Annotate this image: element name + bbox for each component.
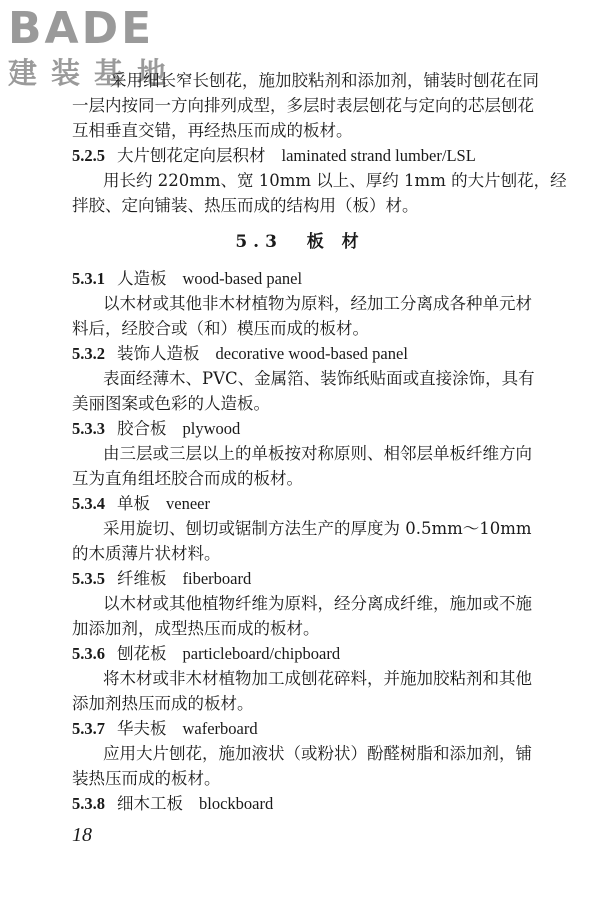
entry-term: 人造板 xyxy=(117,269,167,288)
page-number: 18 xyxy=(72,824,92,846)
entry-number: 5.3.3 xyxy=(72,419,105,438)
entry-heading-5-3-6 xyxy=(72,643,340,665)
entry-desc-line: 用长约 220mm、宽 10mm 以上、厚约 1mm 的大片刨花，经 xyxy=(103,171,567,190)
entry-heading-5-2-5 xyxy=(72,145,476,167)
entry-number: 5.3.2 xyxy=(72,344,105,363)
watermark-brand: BADE xyxy=(8,3,155,54)
entry-english: laminated strand lumber/LSL xyxy=(281,146,476,165)
entry-desc-line: 互为直角组坯胶合而成的板材。 xyxy=(72,469,303,488)
entry-desc-line: 拌胶、定向铺装、热压而成的结构用（板）材。 xyxy=(72,196,419,215)
paragraph-line: 互相垂直交错，再经热压而成的板材。 xyxy=(72,121,353,140)
entry-heading-5-3-8 xyxy=(72,793,273,815)
entry-term: 纤维板 xyxy=(117,569,167,588)
entry-desc-line: 由三层或三层以上的单板按对称原则、相邻层单板纤维方向 xyxy=(103,444,532,463)
entry-desc-line: 美丽图案或色彩的人造板。 xyxy=(72,394,270,413)
entry-english: particleboard/chipboard xyxy=(182,644,341,663)
entry-desc-line: 装热压而成的板材。 xyxy=(72,769,221,788)
entry-heading-5-3-1 xyxy=(72,268,302,290)
entry-heading-5-3-5 xyxy=(72,568,251,590)
entry-number: 5.3.8 xyxy=(72,794,105,813)
entry-english: wood-based panel xyxy=(182,269,303,288)
entry-desc-line: 应用大片刨花，施加液状（或粉状）酚醛树脂和添加剂，铺 xyxy=(103,744,532,763)
entry-heading-5-3-3 xyxy=(72,418,240,440)
entry-term: 大片刨花定向层积材 xyxy=(117,146,266,165)
section-name: 板 材 xyxy=(306,232,365,252)
entry-desc-line: 添加剂热压而成的板材。 xyxy=(72,694,254,713)
entry-english: veneer xyxy=(166,494,210,513)
entry-desc-line: 的木质薄片状材料。 xyxy=(72,544,221,563)
paragraph-line: 采用细长窄长刨花，施加胶粘剂和添加剂，铺装时刨花在同 xyxy=(110,71,539,90)
entry-desc-line: 以木材或其他非木材植物为原料，经加工分离成各种单元材 xyxy=(103,294,532,313)
entry-english: waferboard xyxy=(182,719,258,738)
entry-english: blockboard xyxy=(199,794,274,813)
entry-term: 细木工板 xyxy=(117,794,183,813)
entry-desc-line: 表面经薄木、PVC、金属箔、装饰纸贴面或直接涂饰，具有 xyxy=(103,369,535,388)
paragraph-line: 一层内按同一方向排列成型，多层时表层刨花与定向的芯层刨花 xyxy=(72,96,534,115)
entry-heading-5-3-4 xyxy=(72,493,210,515)
entry-desc-line: 加添加剂，成型热压而成的板材。 xyxy=(72,619,320,638)
entry-heading-5-3-2 xyxy=(72,343,408,365)
watermark-subtitle: 建装基地 xyxy=(8,56,181,90)
entry-term: 胶合板 xyxy=(117,419,167,438)
entry-english: plywood xyxy=(182,419,241,438)
entry-desc-line: 采用旋切、刨切或锯制方法生产的厚度为 0.5mm～10mm xyxy=(103,519,532,538)
entry-number: 5.3.4 xyxy=(72,494,105,513)
section-number: 5.3 xyxy=(235,232,283,252)
entry-term: 单板 xyxy=(117,494,150,513)
entry-heading-5-3-7 xyxy=(72,718,258,740)
entry-desc-line: 将木材或非木材植物加工成刨花碎料，并施加胶粘剂和其他 xyxy=(103,669,532,688)
entry-desc-line: 以木材或其他植物纤维为原料，经分离成纤维，施加或不施 xyxy=(103,594,532,613)
entry-english: decorative wood-based panel xyxy=(215,344,408,363)
entry-number: 5.3.6 xyxy=(72,644,105,663)
section-title xyxy=(0,231,600,253)
entry-number: 5.3.7 xyxy=(72,719,105,738)
entry-term: 刨花板 xyxy=(117,644,167,663)
entry-number: 5.3.1 xyxy=(72,269,105,288)
entry-term: 华夫板 xyxy=(117,719,167,738)
entry-number: 5.3.5 xyxy=(72,569,105,588)
entry-desc-line: 料后，经胶合或（和）模压而成的板材。 xyxy=(72,319,369,338)
entry-english: fiberboard xyxy=(182,569,252,588)
entry-term: 装饰人造板 xyxy=(117,344,200,363)
entry-number: 5.2.5 xyxy=(72,146,105,165)
